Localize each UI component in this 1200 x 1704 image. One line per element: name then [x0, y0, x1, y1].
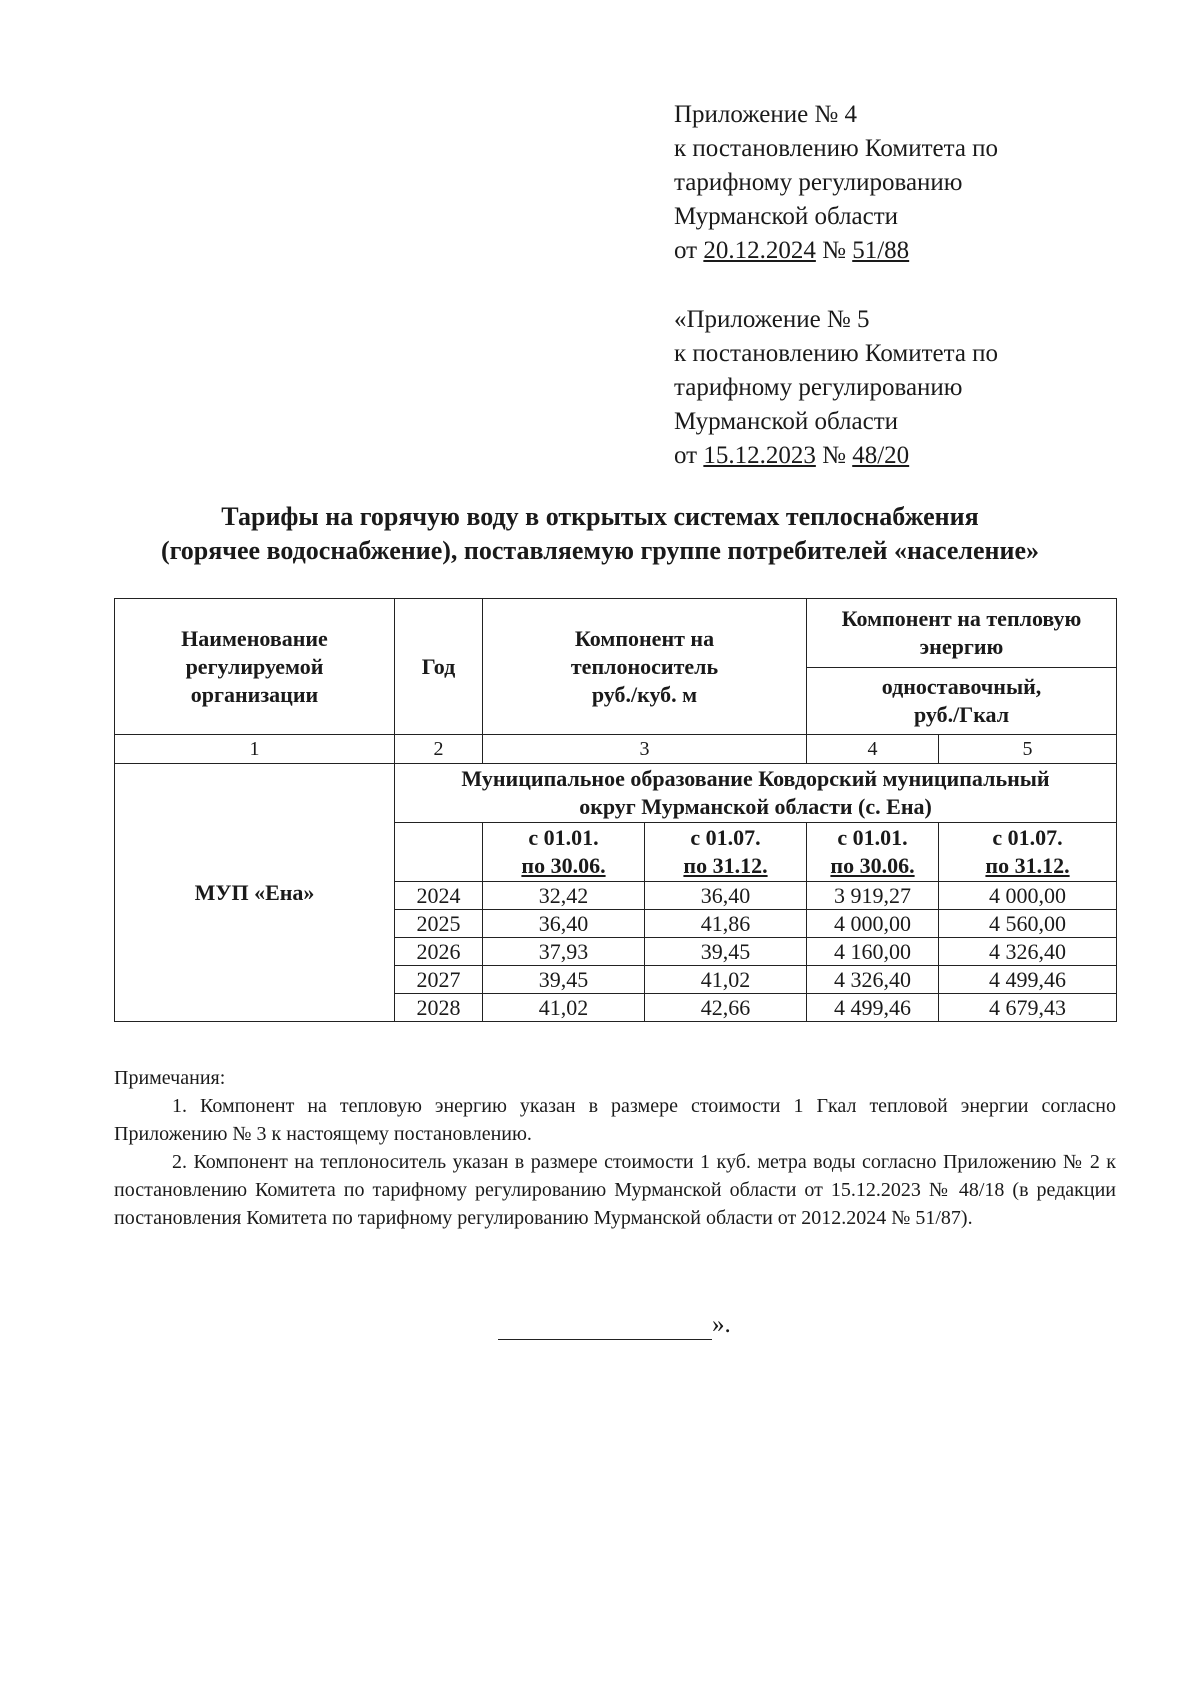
- cell-energy-h1: 4 499,46: [807, 994, 939, 1022]
- header-year: Год: [395, 599, 483, 735]
- period-end: по 31.12.: [683, 853, 768, 878]
- appendix-4-line3: тарифному регулированию: [674, 169, 963, 196]
- tariff-table: [114, 598, 1117, 1022]
- period-start: с 01.01.: [837, 825, 908, 850]
- cell-year: 2027: [395, 966, 483, 994]
- header-carrier-l2: теплоноситель: [570, 653, 719, 679]
- period-start: с 01.07.: [690, 825, 761, 850]
- appendix-4-date: 20.12.2024: [703, 237, 816, 264]
- period-empty: [395, 823, 483, 882]
- cell-carrier-h1: 41,02: [483, 994, 645, 1022]
- period-carrier-h2: [645, 823, 807, 882]
- appendix-4-date-line: [674, 234, 1114, 268]
- header-energy-l2: энергию: [919, 634, 1004, 659]
- document-title: [100, 500, 1100, 568]
- cell-carrier-h1: 39,45: [483, 966, 645, 994]
- header-carrier-l1: Компонент на: [574, 625, 715, 651]
- header-energy-l1: Компонент на тепловую: [841, 606, 1082, 631]
- cell-energy-h2: 4 000,00: [939, 882, 1117, 910]
- cell-carrier-h1: 37,93: [483, 938, 645, 966]
- column-number: 1: [115, 735, 395, 764]
- header-organization-l3: организации: [190, 681, 319, 707]
- title-line1: Тарифы на горячую воду в открытых системах теплоснабжения: [221, 502, 979, 531]
- municipality-line2: округ Мурманской области (с. Ена): [579, 794, 932, 819]
- cell-energy-h2: 4 560,00: [939, 910, 1117, 938]
- appendix-4-number: 51/88: [852, 237, 910, 264]
- closing-quote: ».: [712, 1311, 731, 1338]
- closing-mark: [498, 1310, 731, 1340]
- cell-energy-h1: 3 919,27: [807, 882, 939, 910]
- column-number: 3: [483, 735, 807, 764]
- cell-carrier-h2: 39,45: [645, 938, 807, 966]
- title-line2: (горячее водоснабжение), поставляемую группе потребителей «население»: [160, 536, 1040, 565]
- appendix-5-line3: тарифному регулированию: [674, 374, 963, 401]
- cell-energy-h2: 4 679,43: [939, 994, 1117, 1022]
- appendix-4-header: [674, 98, 1114, 268]
- date-prefix: от: [674, 237, 704, 264]
- header-organization-l2: регулируемой: [185, 653, 324, 679]
- header-organization: [115, 599, 395, 735]
- cell-carrier-h2: 36,40: [645, 882, 807, 910]
- cell-energy-h2: 4 499,46: [939, 966, 1117, 994]
- municipality-heading: [395, 764, 1117, 823]
- column-number: 5: [939, 735, 1117, 764]
- appendix-5-date: 15.12.2023: [703, 442, 816, 469]
- cell-year: 2028: [395, 994, 483, 1022]
- period-end: по 30.06.: [830, 853, 915, 878]
- period-energy-h1: [807, 823, 939, 882]
- cell-energy-h1: 4 160,00: [807, 938, 939, 966]
- municipality-line1: Муниципальное образование Ковдорский муниципальный: [461, 766, 1050, 791]
- cell-carrier-h2: 41,86: [645, 910, 807, 938]
- column-number: 2: [395, 735, 483, 764]
- cell-energy-h1: 4 326,40: [807, 966, 939, 994]
- header-organization-l1: Наименование: [181, 625, 328, 651]
- column-number-row: [115, 735, 1117, 764]
- appendix-4-line1: Приложение № 4: [674, 101, 858, 128]
- signature-line: [498, 1317, 712, 1340]
- appendix-4-line2: к постановлению Комитета по: [674, 135, 999, 162]
- header-carrier-l3: руб./куб. м: [591, 681, 698, 707]
- header-energy-sub-l2: руб./Гкал: [913, 702, 1010, 727]
- header-energy-sub-l1: одноставочный,: [881, 674, 1042, 699]
- date-prefix: от: [674, 442, 704, 469]
- organization-name: МУП «Ена»: [115, 764, 395, 1022]
- cell-year: 2026: [395, 938, 483, 966]
- header-carrier-component: [483, 599, 807, 735]
- period-start: с 01.01.: [528, 825, 599, 850]
- column-number: 4: [807, 735, 939, 764]
- appendix-5-header: [674, 303, 1114, 473]
- appendix-5-number: 48/20: [852, 442, 910, 469]
- cell-energy-h2: 4 326,40: [939, 938, 1117, 966]
- appendix-5-line2: к постановлению Комитета по: [674, 340, 999, 367]
- cell-carrier-h1: 32,42: [483, 882, 645, 910]
- cell-energy-h1: 4 000,00: [807, 910, 939, 938]
- period-carrier-h1: [483, 823, 645, 882]
- header-energy-single-rate: [807, 668, 1117, 735]
- notes-heading: Примечания:: [114, 1067, 226, 1089]
- appendix-5-line1: «Приложение № 5: [674, 306, 870, 333]
- note-2: 2. Компонент на теплоноситель указан в размере стоимости 1 куб. метра воды согласно Приложению № 2 к постановлению Комитета по тарифному регулированию Мурманской области от 15.12.2023 № 48/18 (в редакции постановления Комитета по тарифному регулированию Мурманской области от 2012.2024 № 51/87).: [114, 1151, 1116, 1229]
- appendix-4-line4: Мурманской области: [674, 203, 899, 230]
- number-prefix: №: [815, 442, 853, 469]
- header-energy-component: [807, 599, 1117, 668]
- appendix-5-line4: Мурманской области: [674, 408, 899, 435]
- cell-carrier-h2: 42,66: [645, 994, 807, 1022]
- cell-carrier-h2: 41,02: [645, 966, 807, 994]
- note-1: 1. Компонент на тепловую энергию указан в размере стоимости 1 Гкал тепловой энергии согласно Приложению № 3 к настоящему постановлению.: [114, 1095, 1116, 1145]
- cell-carrier-h1: 36,40: [483, 910, 645, 938]
- number-prefix: №: [815, 237, 853, 264]
- cell-year: 2024: [395, 882, 483, 910]
- notes-section: [114, 1064, 1116, 1232]
- period-energy-h2: [939, 823, 1117, 882]
- period-end: по 31.12.: [985, 853, 1070, 878]
- cell-year: 2025: [395, 910, 483, 938]
- appendix-5-date-line: [674, 439, 1114, 473]
- period-start: с 01.07.: [992, 825, 1063, 850]
- period-end: по 30.06.: [521, 853, 606, 878]
